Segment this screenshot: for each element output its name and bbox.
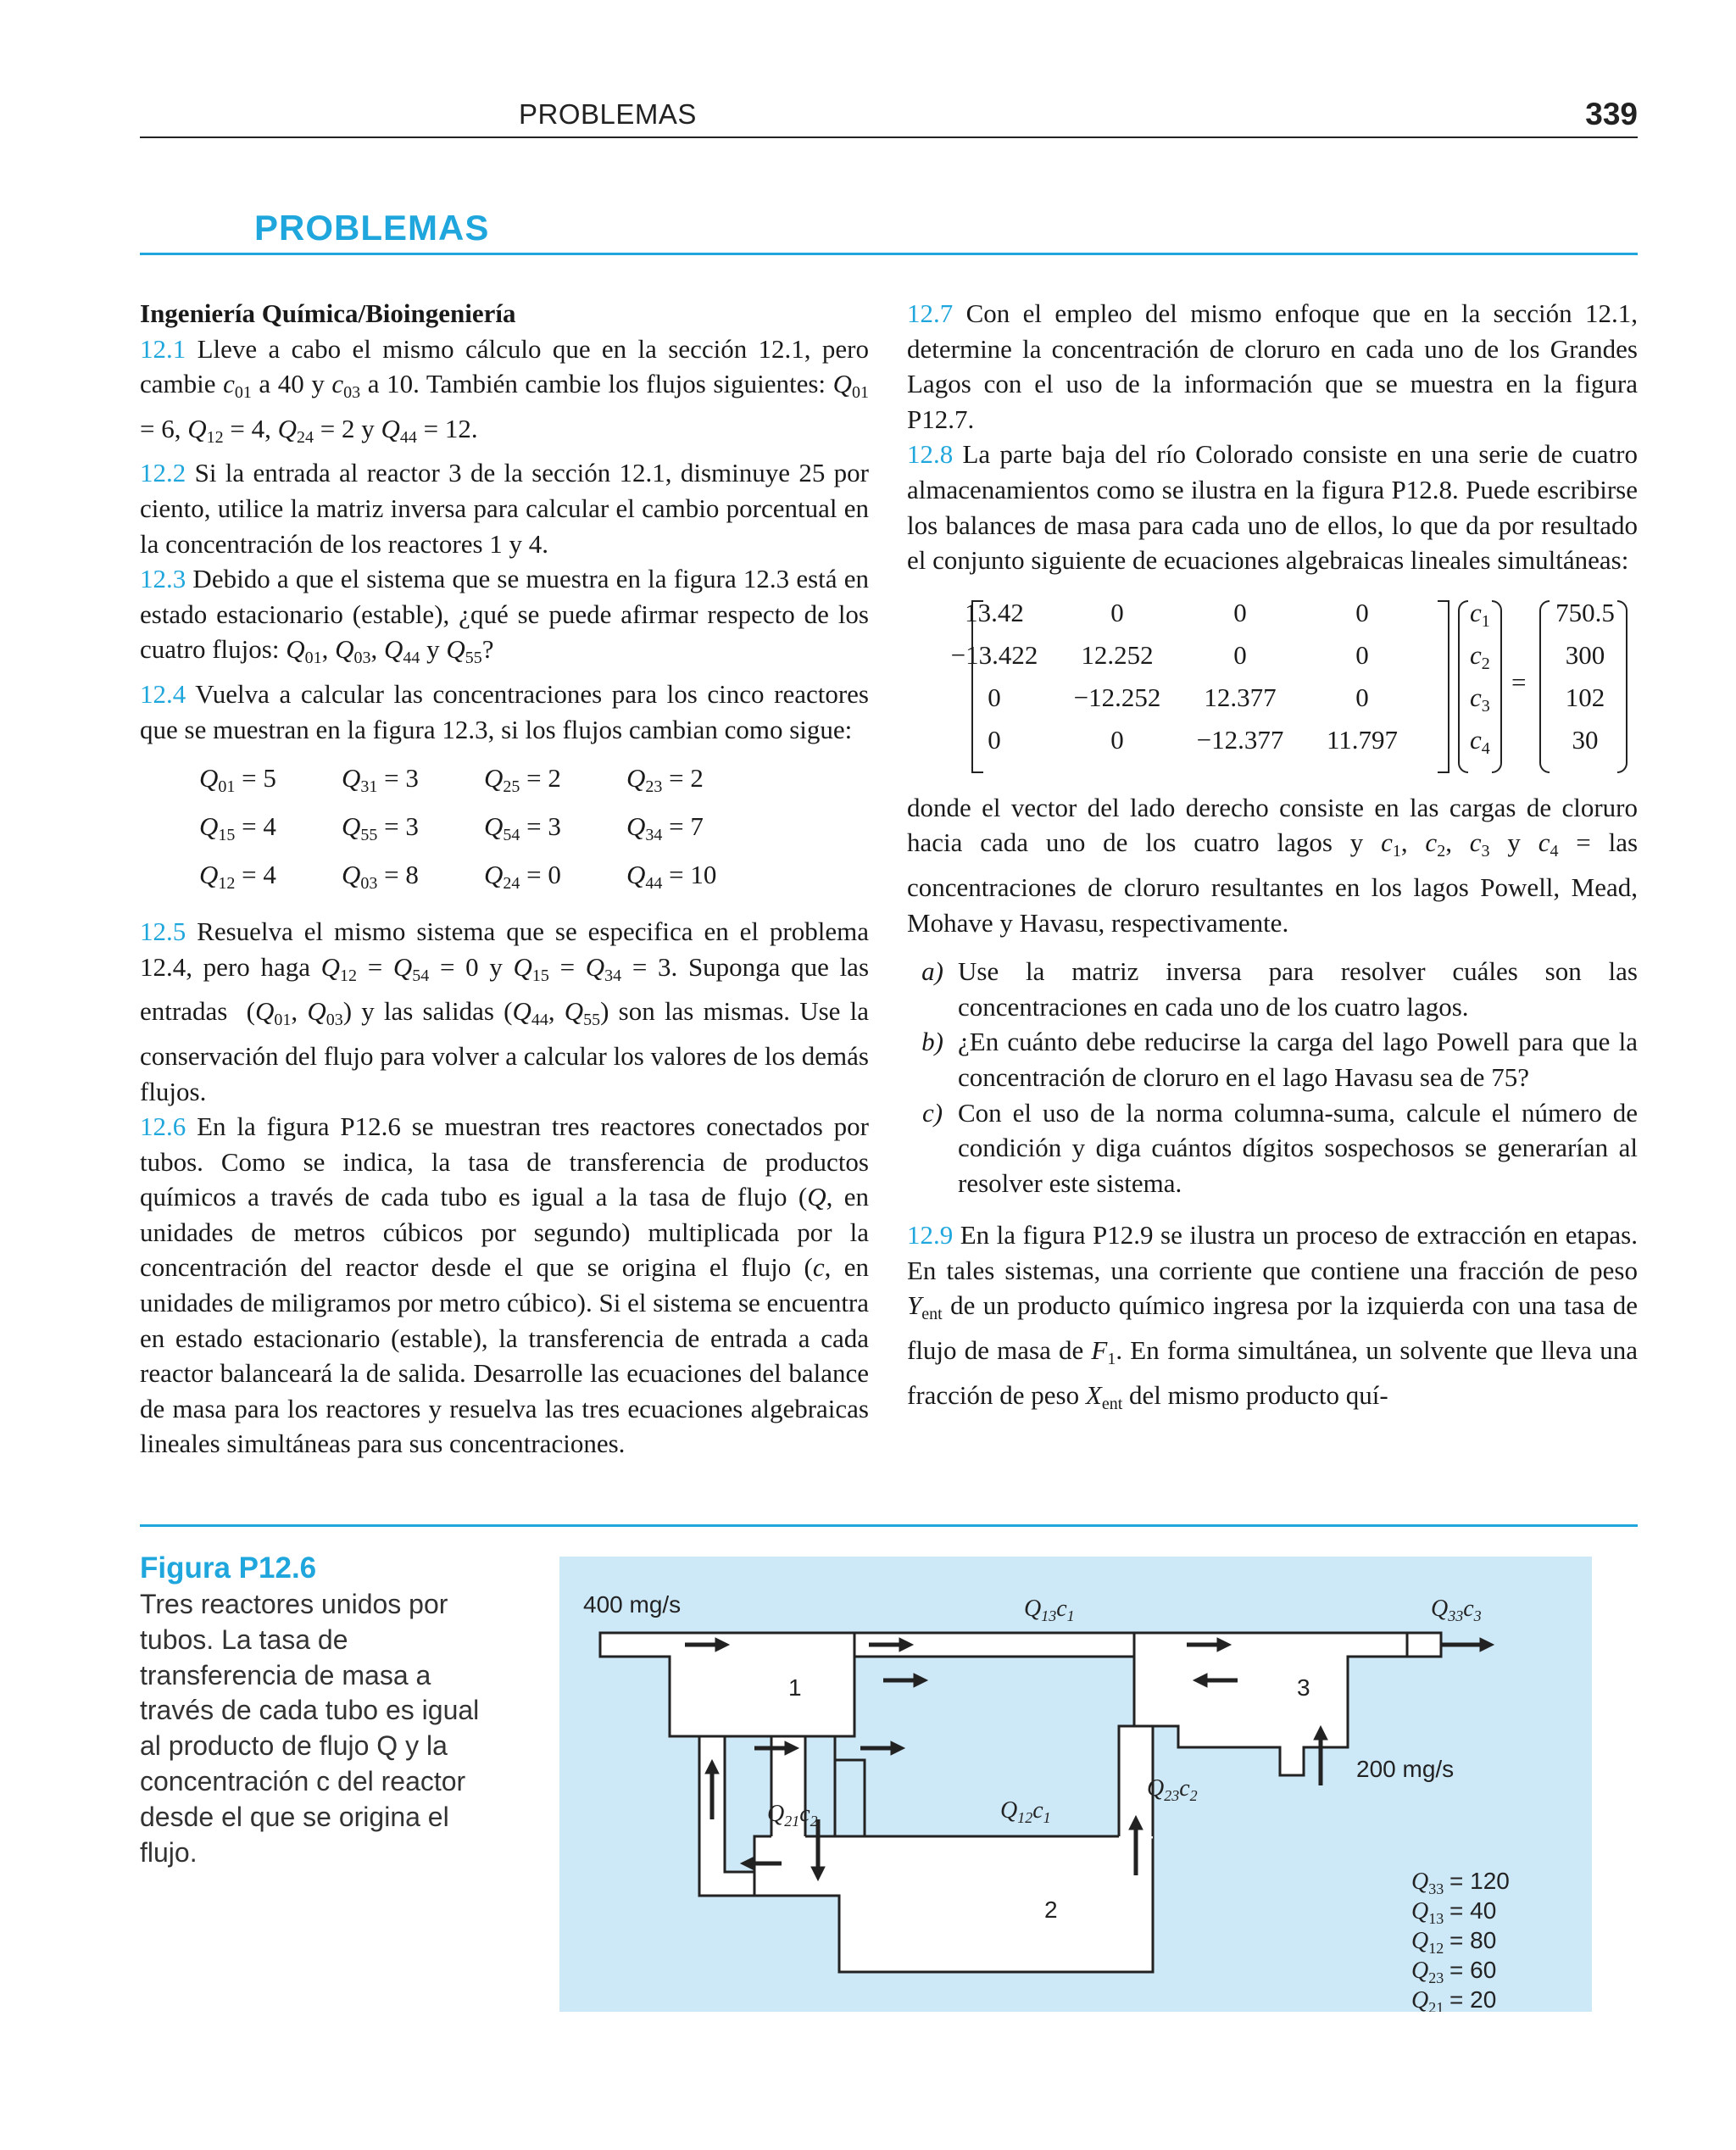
matrix-cell: 11.797 bbox=[1326, 724, 1399, 755]
matrix-cell: 0 bbox=[1233, 597, 1247, 627]
matrix-cell: −12.252 bbox=[1073, 682, 1161, 712]
outlet-pipe bbox=[1407, 1633, 1441, 1657]
problem-12-2: 12.2 Si la entrada al reactor 3 de la sección 12.1, disminuye 25 por ciento, utilice la matriz inversa para calcular el cambio porcentual en la concentración de los reactores 1 y 4. bbox=[140, 458, 870, 559]
section-title: PROBLEMAS bbox=[254, 208, 490, 248]
arrow-q21-right bbox=[860, 1741, 904, 1755]
matrix-cell: −13.422 bbox=[950, 639, 1038, 670]
problem-12-3: 12.3 Debido a que el sistema que se muestra en la figura 12.3 está en estado estacionario (estable), ¿qué se puede afirmar respecto de los cuatro flujos: $Q_{01}$, $Q_{03}$, $Q_{44}$ y $Q_{55}$? bbox=[140, 564, 869, 668]
matrix-equation bbox=[907, 593, 1638, 778]
reactor-1-label: 1 bbox=[788, 1674, 802, 1701]
flow-row bbox=[199, 759, 869, 807]
matrix-cell: 0 bbox=[1355, 597, 1369, 627]
flow-cell: $Q_{44} = 10$ bbox=[626, 860, 717, 894]
reactor-3 bbox=[1134, 1633, 1407, 1775]
flow-cell: $Q_{25} = 2$ bbox=[484, 763, 561, 797]
arrow-into-reactor-1-left bbox=[883, 1674, 927, 1687]
rhs-value: 750.5 bbox=[1555, 597, 1615, 627]
figure-caption: Tres reactores unidos por tubos. La tasa de transferencia de masa a través de cada tubo es igual al producto de flujo Q y la concentración c del reactor desde el que se origina el flujo. bbox=[140, 1589, 480, 1868]
flow-table bbox=[199, 759, 869, 904]
inflow-1-label: 400 mg/s bbox=[583, 1591, 682, 1618]
matrix-cell: 0 bbox=[1233, 639, 1247, 670]
running-header: PROBLEMAS bbox=[519, 98, 697, 130]
problem-12-5: 12.5 Resuelva el mismo sistema que se especifica en el problema 12.4, pero haga $Q_{12} = Q_{54} = 0$ y $Q_{15} = Q_{34} = 3$. Suponga que las entradas ($Q_{01}$, $Q_{03}$) y las salidas ($Q_{44}$, $Q_{55}$) son las mismas. Use la conservación del flujo para volver a calcular los valores de los demás flujos. bbox=[140, 916, 870, 1106]
matrix-cell: −12.377 bbox=[1196, 724, 1284, 755]
matrix-cell: 12.377 bbox=[1204, 682, 1277, 712]
equals-sign: = bbox=[1511, 666, 1527, 697]
label-q12c1: $Q_{12}c_1$ bbox=[1000, 1797, 1051, 1826]
reactor-3-label: 3 bbox=[1297, 1674, 1310, 1701]
left-column bbox=[140, 296, 869, 1462]
flow-value-13: $Q_{13} = 40$ bbox=[1411, 1897, 1497, 1927]
flow-cell: $Q_{01} = 5$ bbox=[199, 763, 276, 797]
matrix-right-bracket bbox=[1438, 600, 1449, 773]
flow-value-12: $Q_{12} = 80$ bbox=[1411, 1927, 1497, 1957]
matrix-cell: 12.252 bbox=[1081, 639, 1154, 670]
matrix-explanation: donde el vector del lado derecho consiste en las cargas de cloruro hacia cada uno de los cuatro lagos y $c_1$, $c_2$, $c_3$ y $c_4$ = las concentraciones de cloruro resultantes en los lagos Powell, Mead, Mohave y Havasu, respectivamente. bbox=[907, 792, 1639, 938]
problem-12-4: 12.4 Vuelva a calcular las concentraciones para los cinco reactores que se muestran en la figura 12.3, si los flujos cambian como sigue: bbox=[140, 678, 869, 744]
flow-row bbox=[199, 855, 869, 904]
rhs-value: 300 bbox=[1565, 639, 1605, 670]
flow-cell: $Q_{54} = 3$ bbox=[484, 811, 561, 845]
page-number: 339 bbox=[1585, 97, 1638, 131]
label-q23c2: $Q_{23}c_2$ bbox=[1147, 1775, 1198, 1804]
rhs-value: 102 bbox=[1565, 682, 1605, 712]
flow-value-23: $Q_{23} = 60$ bbox=[1411, 1957, 1497, 1986]
flow-cell: $Q_{23} = 2$ bbox=[626, 763, 704, 797]
label-q21c2: $Q_{21}c_2$ bbox=[767, 1801, 818, 1830]
matrix-cell: 0 bbox=[1355, 639, 1369, 670]
matrix-cell: 13.42 bbox=[965, 597, 1024, 627]
unknown-c: $c_1$ bbox=[1470, 597, 1490, 631]
problem-12-1: 12.1 Lleve a cabo el mismo cálculo que en la sección 12.1, pero cambie $c_{01}$ a 40 y $c_{03}$ a 10. También cambie los flujos siguientes: $Q_{01} = 6$, $Q_{12} = 4$, $Q_{24} = 2$ y $Q_{44} = 12$. bbox=[140, 333, 869, 447]
flow-row bbox=[199, 807, 869, 855]
matrix-cell: 0 bbox=[1110, 597, 1124, 627]
arrow-outflow-3 bbox=[1441, 1638, 1494, 1651]
subitem: a) Use la matriz inversa para resolver cuáles son las concentraciones en cada uno de los cuatro lagos. bbox=[921, 956, 1638, 1022]
problem-12-8: 12.8 La parte baja del río Colorado consiste en una serie de cuatro almacenamientos como se ilustra en la figura P12.8. Puede escribirse los balances de masa para cada uno de ellos, lo que da por resultado el conjunto siguiente de ecuaciones algebraicas lineales simultáneas: bbox=[907, 439, 1639, 576]
matrix-cell: 0 bbox=[988, 724, 1001, 755]
problem-12-9: 12.9 En la figura P12.9 se ilustra un proceso de extracción en etapas. En tales sistemas, una corriente que contiene una fracción de peso $Y_{ent}$ de un producto químico ingresa por la izquierda con una tasa de flujo de masa de $F_1$. En forma simultánea, un solvente que lleva una fracción de peso $X_{ent}$ del mismo producto quí- bbox=[907, 1220, 1638, 1413]
rhs-value: 30 bbox=[1572, 724, 1599, 755]
rhs-left-brace bbox=[1539, 600, 1550, 773]
problem-12-6: 12.6 En la figura P12.6 se muestran tres reactores conectados por tubos. Como se indica, la tasa de transferencia de productos químicos a través de cada tubo es igual a la tasa de flujo (Q, en unidades de metros cúbicos por segundo) multiplicada por la concentración del reactor desde el que se origina el flujo (c, en unidades de miligramos por metro cúbico). Si el sistema se encuentra en estado estacionario (estable), la transferencia de entrada a cada reactor balanceará la de salida. Desarrolle las ecuaciones del balance de masa para los reactores y resuelva las tres ecuaciones algebraicas lineales simultáneas para sus concentraciones. bbox=[140, 1111, 870, 1459]
flow-cell: $Q_{12} = 4$ bbox=[199, 860, 276, 894]
reactor-1 bbox=[600, 1633, 854, 1736]
reactor-diagram-svg bbox=[559, 1557, 1592, 2012]
section-rule bbox=[140, 253, 1638, 255]
header-rule bbox=[140, 136, 1638, 138]
figure-rule bbox=[140, 1524, 1638, 1527]
flow-cell: $Q_{15} = 4$ bbox=[199, 811, 276, 845]
flow-cell: $Q_{55} = 3$ bbox=[342, 811, 419, 845]
subheading: Ingeniería Química/Bioingeniería bbox=[140, 298, 516, 328]
flow-cell: $Q_{03} = 8$ bbox=[342, 860, 419, 894]
figure-label: Figura P12.6 bbox=[140, 1551, 317, 1585]
subitem: c) Con el uso de la norma columna-suma, calcule el número de condición y diga cuántos dígitos sospechosos se generarían al resolver este sistema. bbox=[921, 1097, 1638, 1198]
reactor-diagram bbox=[559, 1557, 1592, 2012]
right-column bbox=[907, 296, 1638, 1422]
reactor-2 bbox=[754, 1836, 1153, 1972]
unknown-c: $c_2$ bbox=[1470, 639, 1490, 673]
flow-cell: $Q_{34} = 7$ bbox=[626, 811, 704, 845]
flow-cell: $Q_{24} = 0$ bbox=[484, 860, 561, 894]
reactor-2-label: 2 bbox=[1044, 1897, 1058, 1923]
flow-cell: $Q_{31} = 3$ bbox=[342, 763, 419, 797]
arrow-inflow-3-up bbox=[1314, 1726, 1327, 1785]
vector-c-left-brace bbox=[1458, 600, 1468, 773]
unknown-c: $c_4$ bbox=[1470, 724, 1490, 758]
matrix-cell: 0 bbox=[1355, 682, 1369, 712]
subitems bbox=[907, 954, 1638, 1200]
unknown-c: $c_3$ bbox=[1470, 682, 1490, 716]
matrix-cell: 0 bbox=[1110, 724, 1124, 755]
label-q13c1: $Q_{13}c_1$ bbox=[1024, 1596, 1075, 1624]
vector-c-right-brace bbox=[1492, 600, 1502, 773]
flow-value-33: $Q_{33} = 120$ bbox=[1411, 1868, 1510, 1897]
subitem: b) ¿En cuánto debe reducirse la carga del lago Powell para que la concentración de cloruro en el lago Havasu sea de 75? bbox=[921, 1027, 1638, 1092]
matrix-cell: 0 bbox=[988, 682, 1001, 712]
problem-12-7: 12.7 Con el empleo del mismo enfoque que en la sección 12.1, determine la concentración de cloruro en cada uno de los Grandes Lagos con el uso de la información que se muestra en la figura P12.7. bbox=[907, 298, 1639, 434]
inflow-3-label: 200 mg/s bbox=[1356, 1756, 1455, 1782]
label-q33c3: $Q_{33}c_3$ bbox=[1431, 1596, 1482, 1624]
flow-value-21: $Q_{21} = 20$ bbox=[1411, 1986, 1497, 2012]
